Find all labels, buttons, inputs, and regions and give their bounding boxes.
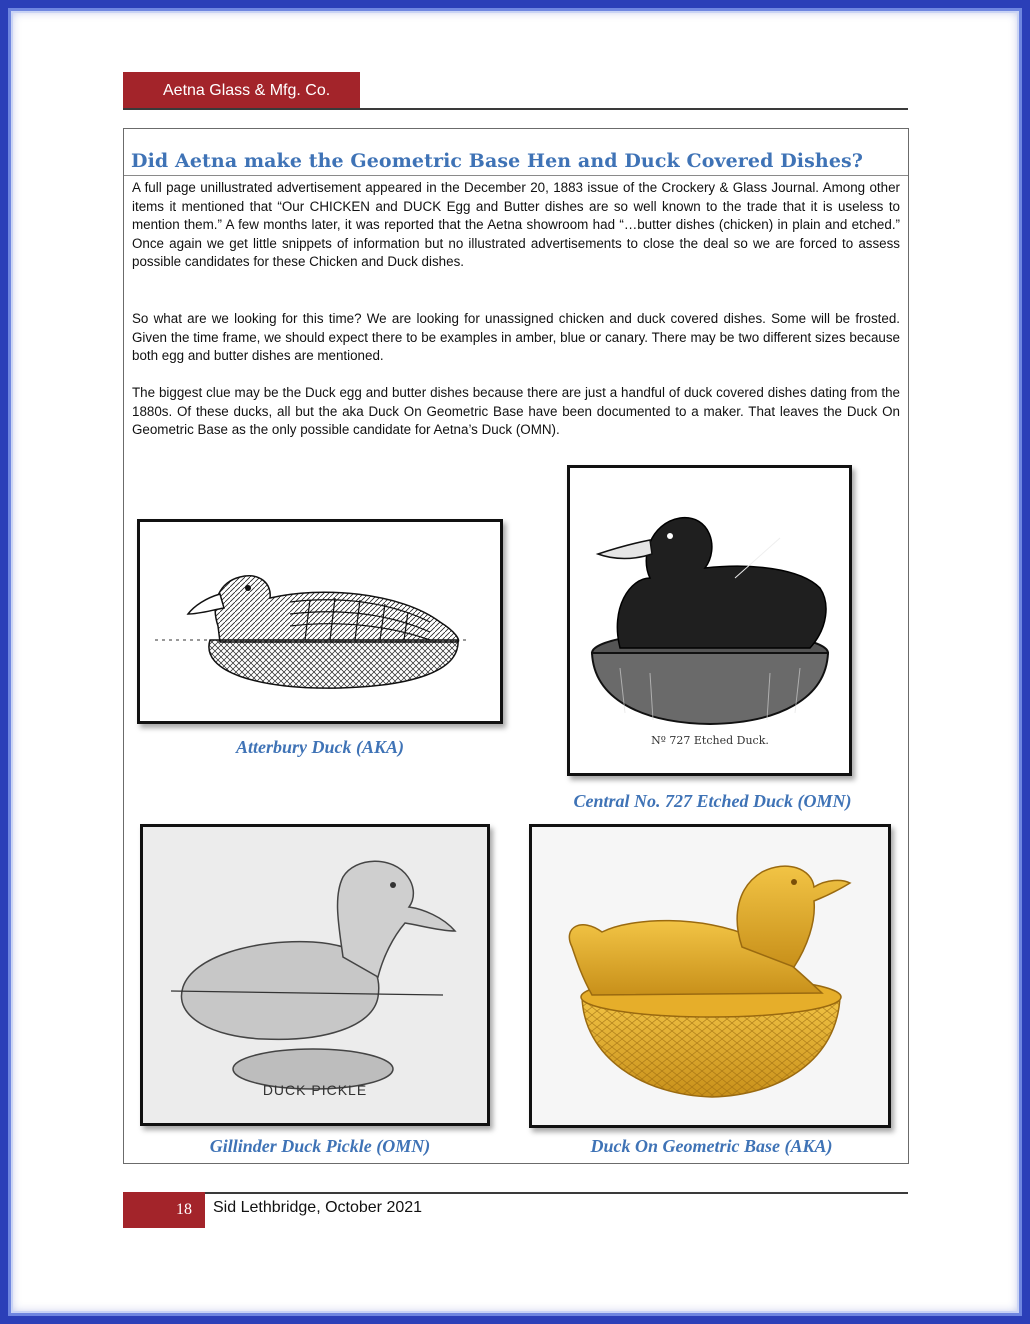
footer-author-date: Sid Lethbridge, October 2021 <box>213 1199 423 1216</box>
gillinder-duck-pickle-image <box>140 824 490 1126</box>
gillinder-duck-pickle-drawing <box>143 827 487 1123</box>
central-etched-duck-caption: Central No. 727 Etched Duck (OMN) <box>573 791 852 811</box>
paragraph-2: So what are we looking for this time? We are looking for unassigned chicken and duck covered dishes. Some will be frosted. Given the time frame, we should expect there to be examples in amber, blue or canary. There may be two different sizes because both egg and butter dishes are mentioned. <box>132 311 900 364</box>
central-etched-duck-image <box>567 465 852 776</box>
article-title: Did Aetna make the Geometric Base Hen and Duck Covered Dishes? <box>131 150 864 172</box>
gillinder-duck-pickle-caption: Gillinder Duck Pickle (OMN) <box>209 1136 431 1156</box>
paragraph-1: A full page unillustrated advertisement appeared in the December 20, 1883 issue of the Crockery & Glass Journal. Among other items it mentioned that “Our CHICKEN and DUCK Egg and Butter dishes are so well known to the trade that it is useless to mention them.” A few months later, it was reported that the Aetna showroom had “…butter dishes (chicken) in plain and etched.” Once again we get little snippets of information but no illustrated advertisements to close the deal so we are forced to assess possible candidates for these Chicken and Duck dishes. <box>132 180 900 270</box>
geometric-base-duck-photo <box>532 827 888 1125</box>
geometric-base-duck-image <box>529 824 891 1128</box>
gillinder-inner-label: DUCK PICKLE <box>262 1082 368 1098</box>
footer-rule <box>123 1192 908 1194</box>
header-company-tab: Aetna Glass & Mfg. Co. <box>123 72 360 110</box>
central-inner-label: Nº 727 Etched Duck. <box>651 734 769 747</box>
atterbury-duck-drawing <box>140 522 500 721</box>
title-rule <box>124 175 908 176</box>
footer-page-number: 18 <box>123 1192 205 1228</box>
geometric-base-duck-caption: Duck On Geometric Base (AKA) <box>590 1136 833 1156</box>
central-etched-duck-drawing <box>570 468 849 773</box>
atterbury-duck-caption: Atterbury Duck (AKA) <box>235 737 404 757</box>
header-rule <box>123 108 908 110</box>
atterbury-duck-image <box>137 519 503 724</box>
paragraph-3: The biggest clue may be the Duck egg and butter dishes because there are just a handful of duck covered dishes dating from the 1880s. Of these ducks, all but the aka Duck On Geometric Base have been documented to a maker. That leaves the Duck On Geometric Base as the only possible candidate for Aetna’s Duck (OMN). <box>132 385 900 438</box>
